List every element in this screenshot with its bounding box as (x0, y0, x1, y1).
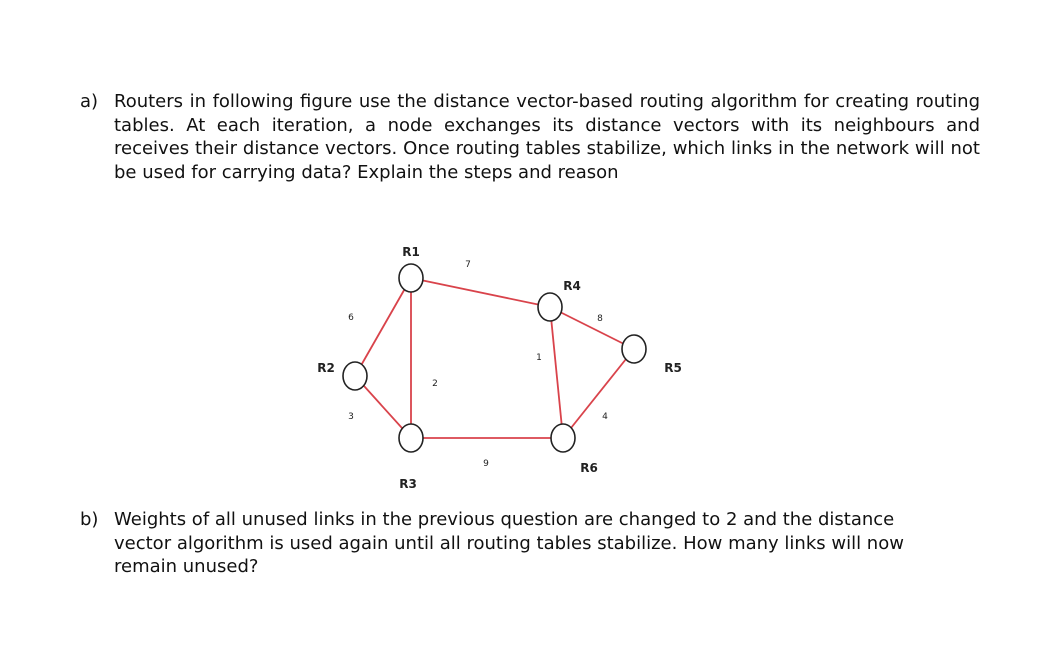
router-node-r5 (622, 335, 646, 363)
router-node-r4 (538, 293, 562, 321)
weight-label-r1-r2: 6 (348, 313, 354, 323)
weight-label-r1-r4: 7 (465, 260, 471, 270)
links-layer (355, 278, 634, 438)
weight-label-r4-r5: 8 (597, 314, 603, 324)
weight-label-r4-r6: 1 (536, 353, 542, 363)
link-r4-r6 (550, 307, 563, 438)
weight-label-r1-r3: 2 (432, 379, 438, 389)
router-node-r3 (399, 424, 423, 452)
question-a-marker: a) (80, 91, 99, 112)
question-b-marker: b) (80, 509, 99, 530)
labels-layer (317, 245, 682, 491)
router-label-r2: R2 (317, 361, 335, 375)
router-node-r2 (343, 362, 367, 390)
router-label-r1: R1 (402, 245, 420, 259)
router-label-r5: R5 (664, 361, 682, 375)
weight-label-r5-r6: 4 (602, 412, 608, 422)
question-a-text: Routers in following figure use the distance vector-based routing algorithm for creating routing tables. At each iteration, a node exchanges its distance vectors with its neighbours and receives their distance vectors. Once routing tables stabilize, which links in the network will not be used for carrying data? Explain the steps and reason (114, 91, 980, 183)
router-label-r4: R4 (563, 279, 581, 293)
question-b-text: Weights of all unused links in the previous question are changed to 2 and the distance vector algorithm is used again until all routing tables stabilize. How many links will now remain unused? (114, 509, 904, 577)
router-label-r6: R6 (580, 461, 598, 475)
router-label-r3: R3 (399, 477, 417, 491)
link-r1-r4 (411, 278, 550, 307)
link-r5-r6 (563, 349, 634, 438)
weight-label-r3-r6: 9 (483, 459, 489, 469)
link-r4-r5 (550, 307, 634, 349)
question-b (80, 508, 980, 579)
link-r1-r2 (355, 278, 411, 376)
router-node-r6 (551, 424, 575, 452)
routers-layer (343, 264, 646, 452)
weight-label-r2-r3: 3 (348, 412, 354, 422)
router-node-r1 (399, 264, 423, 292)
